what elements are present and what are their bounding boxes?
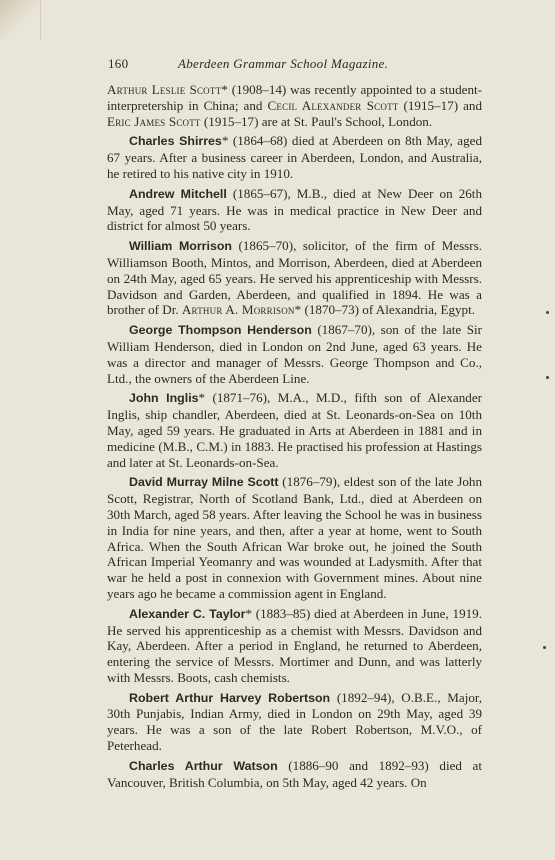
entry-text: * (1864–68) died at Aberdeen on 8th May, aged 67 years. After a business career in Aberdeen, London, and Australia, he retired to his native city in 1910. xyxy=(107,133,482,181)
speck-mark xyxy=(546,376,549,379)
person-name: Cecil Alexander Scott xyxy=(267,97,399,113)
running-title: Aberdeen Grammar School Magazine. xyxy=(178,56,389,71)
entry-name: Alexander C. Taylor xyxy=(129,606,246,621)
obituary-entry xyxy=(107,474,482,601)
entry-text: (1886–90 and 1892–93) died at Vancouver, British Columbia, on 5th May, aged 42 years. On xyxy=(107,757,482,790)
entry-text: (1867–70), son of the late Sir William Henderson, died in London on 2nd June, aged 63 years. He was a director and manager of Messrs. George Thompson and Co., Ltd., the owners of the Aberdeen Line. xyxy=(107,322,482,386)
entry-name: David Murray Milne Scott xyxy=(129,475,279,490)
entry-name: Robert Arthur Harvey Robertson xyxy=(129,690,331,705)
entry-text: * (1883–85) died at Aberdeen in June, 1919. He served his apprenticeship as a chemist with Messrs. Davidson and Kay, Aberdeen. After a period in England, he returned to Aberdeen, entering the service of Messrs. Mortimer and Dunn, and was latterly with Messrs. Boots, cash chemists. xyxy=(107,605,482,685)
entry-text: * (1908–14) was recently appointed to a student-interpretership in China; and xyxy=(107,82,482,113)
obituary-entry xyxy=(107,322,482,386)
obituary-entry xyxy=(107,390,482,470)
obituary-column xyxy=(107,82,482,794)
obituary-entry xyxy=(107,606,482,686)
entry-name: Charles Shirres xyxy=(129,134,222,149)
entry-text: (1865–70), solicitor, of the firm of Messrs. Williamson Booth, Mintos, and Morrison, Aberdeen, died at Aberdeen on 24th May, aged 65 years. He served his apprenticeship with Messrs. Davidson and Garden, Aberdeen, and qualified in 1894. He was a brother of Dr. xyxy=(107,238,482,318)
entry-text: (1892–94), O.B.E., Major, 30th Punjabis, Indian Army, died in London on 29th May, aged 39 years. He was a son of the late Robert Robertson, M.V.O., of Peterhead. xyxy=(107,689,483,754)
entry-text: * (1870–73) of Alexandria, Egypt. xyxy=(294,302,476,318)
person-name: Arthur A. Morrison xyxy=(181,302,295,318)
speck-mark xyxy=(546,311,549,314)
entry-text: * (1871–76), M.A., M.D., fifth son of Alexander Inglis, ship chandler, Aberdeen, died at St. Leonards-on-Sea on 10th May, aged 59 years. He graduated in Arts at Aberdeen in 1881 and in medicine (M.B., C.M.) in 1883. He practised his profession at Hastings and later at St. Leonards-on-Sea. xyxy=(107,390,482,470)
entry-text: (1915–17) are at St. Paul's School, London. xyxy=(200,113,433,129)
entry-name: Charles Arthur Watson xyxy=(129,758,278,773)
entry-name: Andrew Mitchell xyxy=(129,186,227,201)
notice-paragraph xyxy=(107,82,482,129)
person-name: Eric James Scott xyxy=(107,113,201,129)
entry-name: William Morrison xyxy=(129,239,232,254)
page-number: 160 xyxy=(108,56,129,71)
entry-name: George Thompson Henderson xyxy=(129,323,312,338)
obituary-entry xyxy=(107,758,482,791)
entry-text: (1876–79), eldest son of the late John Scott, Registrar, North of Scotland Bank, Ltd., died at Aberdeen on 30th March, aged 58 years. After leaving the School he was in business in India for nine years, and then, after a year at home, went to South Africa. When the South African War broke out, he joined the South African Imperial Yeomanry and was wounded at Ladysmith. After that war he held a post in connexion with Government mines. About nine years ago he became a commission agent in England. xyxy=(107,474,482,601)
obituary-entry xyxy=(107,186,482,234)
entry-text: (1865–67), M.B., died at New Deer on 26th May, aged 71 years. He was in medical practice in New Deer and district for almost 50 years. xyxy=(107,185,482,234)
obituary-entry xyxy=(107,133,482,181)
entry-text: (1915–17) and xyxy=(398,97,482,113)
page-header xyxy=(108,56,488,72)
obituary-entry xyxy=(107,690,482,754)
obituary-entry xyxy=(107,238,482,318)
page-corner-fold xyxy=(0,0,41,40)
speck-mark xyxy=(543,646,546,649)
entry-name: John Inglis xyxy=(129,391,199,406)
person-name: Arthur Leslie Scott xyxy=(107,82,222,97)
